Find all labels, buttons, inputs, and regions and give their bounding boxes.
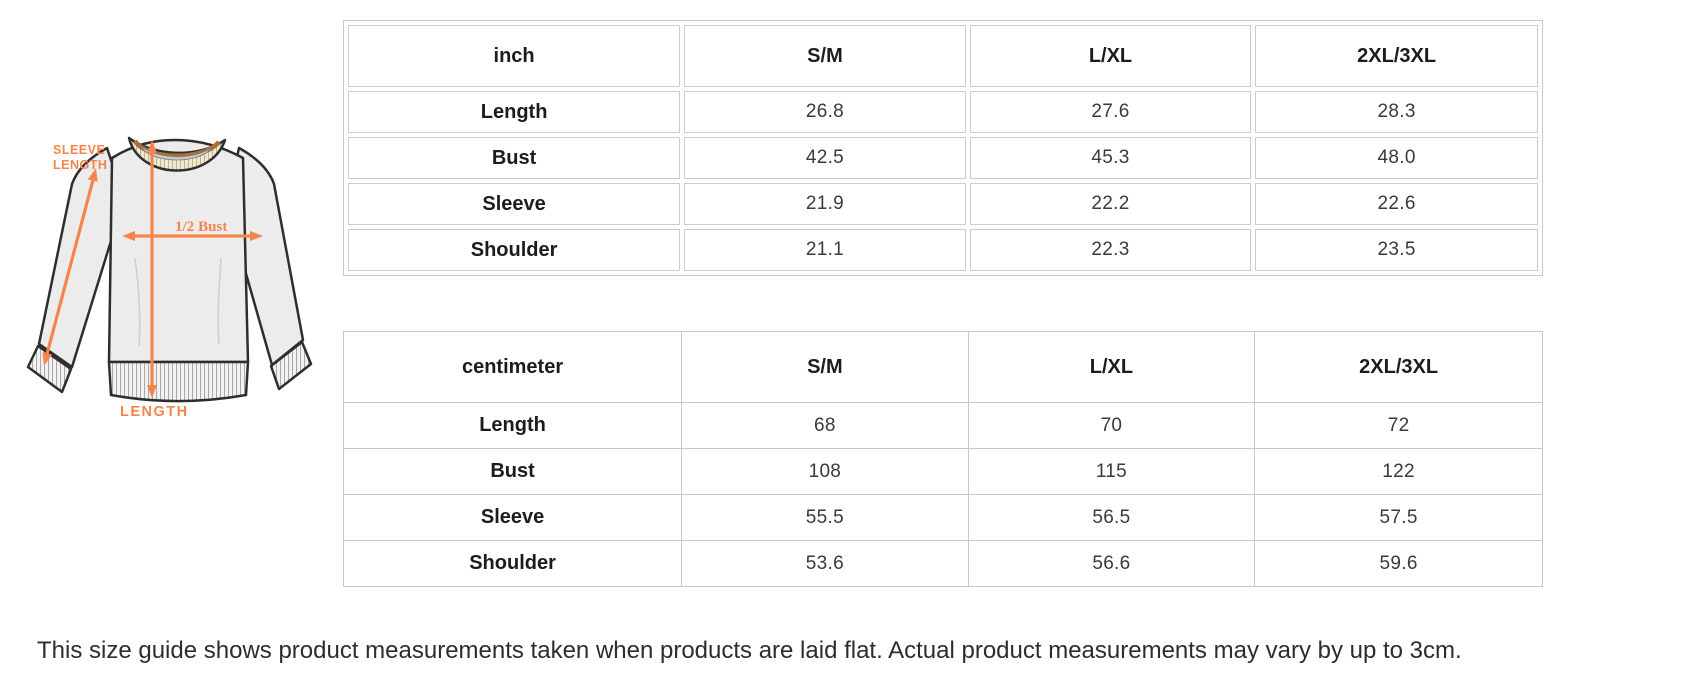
value-cell: 28.3 <box>1255 91 1538 133</box>
sleeve-length-label-line1: SLEEVE <box>53 143 106 157</box>
value-cell: 22.6 <box>1255 183 1538 225</box>
table-row <box>344 541 1543 587</box>
unit-header: inch <box>348 25 680 87</box>
row-label: Bust <box>348 137 680 179</box>
table-row <box>348 229 1538 271</box>
value-cell: 26.8 <box>684 91 966 133</box>
left-sleeve <box>28 148 115 392</box>
value-cell: 42.5 <box>684 137 966 179</box>
value-cell: 59.6 <box>1255 541 1543 587</box>
row-label: Length <box>344 403 682 449</box>
value-cell: 22.3 <box>970 229 1252 271</box>
value-cell: 56.6 <box>968 541 1255 587</box>
half-bust-fraction: 1/2 <box>175 219 195 235</box>
size-col-header-lxl: L/XL <box>970 25 1252 87</box>
sweatshirt-diagram <box>15 108 315 438</box>
table-row <box>348 183 1538 225</box>
value-cell: 48.0 <box>1255 137 1538 179</box>
torso <box>109 140 248 362</box>
value-cell: 56.5 <box>968 495 1255 541</box>
table-row <box>344 403 1543 449</box>
table-row <box>344 449 1543 495</box>
size-col-header-sm: S/M <box>682 332 969 403</box>
row-label: Sleeve <box>344 495 682 541</box>
value-cell: 53.6 <box>682 541 969 587</box>
unit-header: centimeter <box>344 332 682 403</box>
table-header-row <box>344 332 1543 403</box>
half-bust-word: Bust <box>198 219 228 235</box>
value-cell: 68 <box>682 403 969 449</box>
value-cell: 115 <box>968 449 1255 495</box>
value-cell: 22.2 <box>970 183 1252 225</box>
value-cell: 27.6 <box>970 91 1252 133</box>
value-cell: 70 <box>968 403 1255 449</box>
row-label: Length <box>348 91 680 133</box>
value-cell: 21.1 <box>684 229 966 271</box>
size-guide-note: This size guide shows product measurements taken when products are laid flat. Actual product measurements may vary by up to 3cm. <box>37 637 1462 664</box>
sweatshirt-illustration <box>15 108 315 438</box>
row-label: Bust <box>344 449 682 495</box>
value-cell: 108 <box>682 449 969 495</box>
half-bust-label <box>175 219 227 235</box>
value-cell: 72 <box>1255 403 1543 449</box>
value-cell: 45.3 <box>970 137 1252 179</box>
length-label: LENGTH <box>120 404 189 420</box>
row-label: Sleeve <box>348 183 680 225</box>
table-row <box>344 495 1543 541</box>
value-cell: 57.5 <box>1255 495 1543 541</box>
sleeve-length-label-line2: LENGTH <box>53 158 108 172</box>
hem-band <box>109 362 248 401</box>
value-cell: 21.9 <box>684 183 966 225</box>
row-label: Shoulder <box>344 541 682 587</box>
value-cell: 122 <box>1255 449 1543 495</box>
size-col-header-lxl: L/XL <box>968 332 1255 403</box>
table-header-row <box>348 25 1538 87</box>
size-col-header-sm: S/M <box>684 25 966 87</box>
size-col-header-2xl3xl: 2XL/3XL <box>1255 25 1538 87</box>
value-cell: 23.5 <box>1255 229 1538 271</box>
row-label: Shoulder <box>348 229 680 271</box>
value-cell: 55.5 <box>682 495 969 541</box>
size-table-centimeter <box>343 331 1543 587</box>
size-table-inch <box>343 20 1543 276</box>
table-row <box>348 137 1538 179</box>
table-row <box>348 91 1538 133</box>
size-col-header-2xl3xl: 2XL/3XL <box>1255 332 1543 403</box>
